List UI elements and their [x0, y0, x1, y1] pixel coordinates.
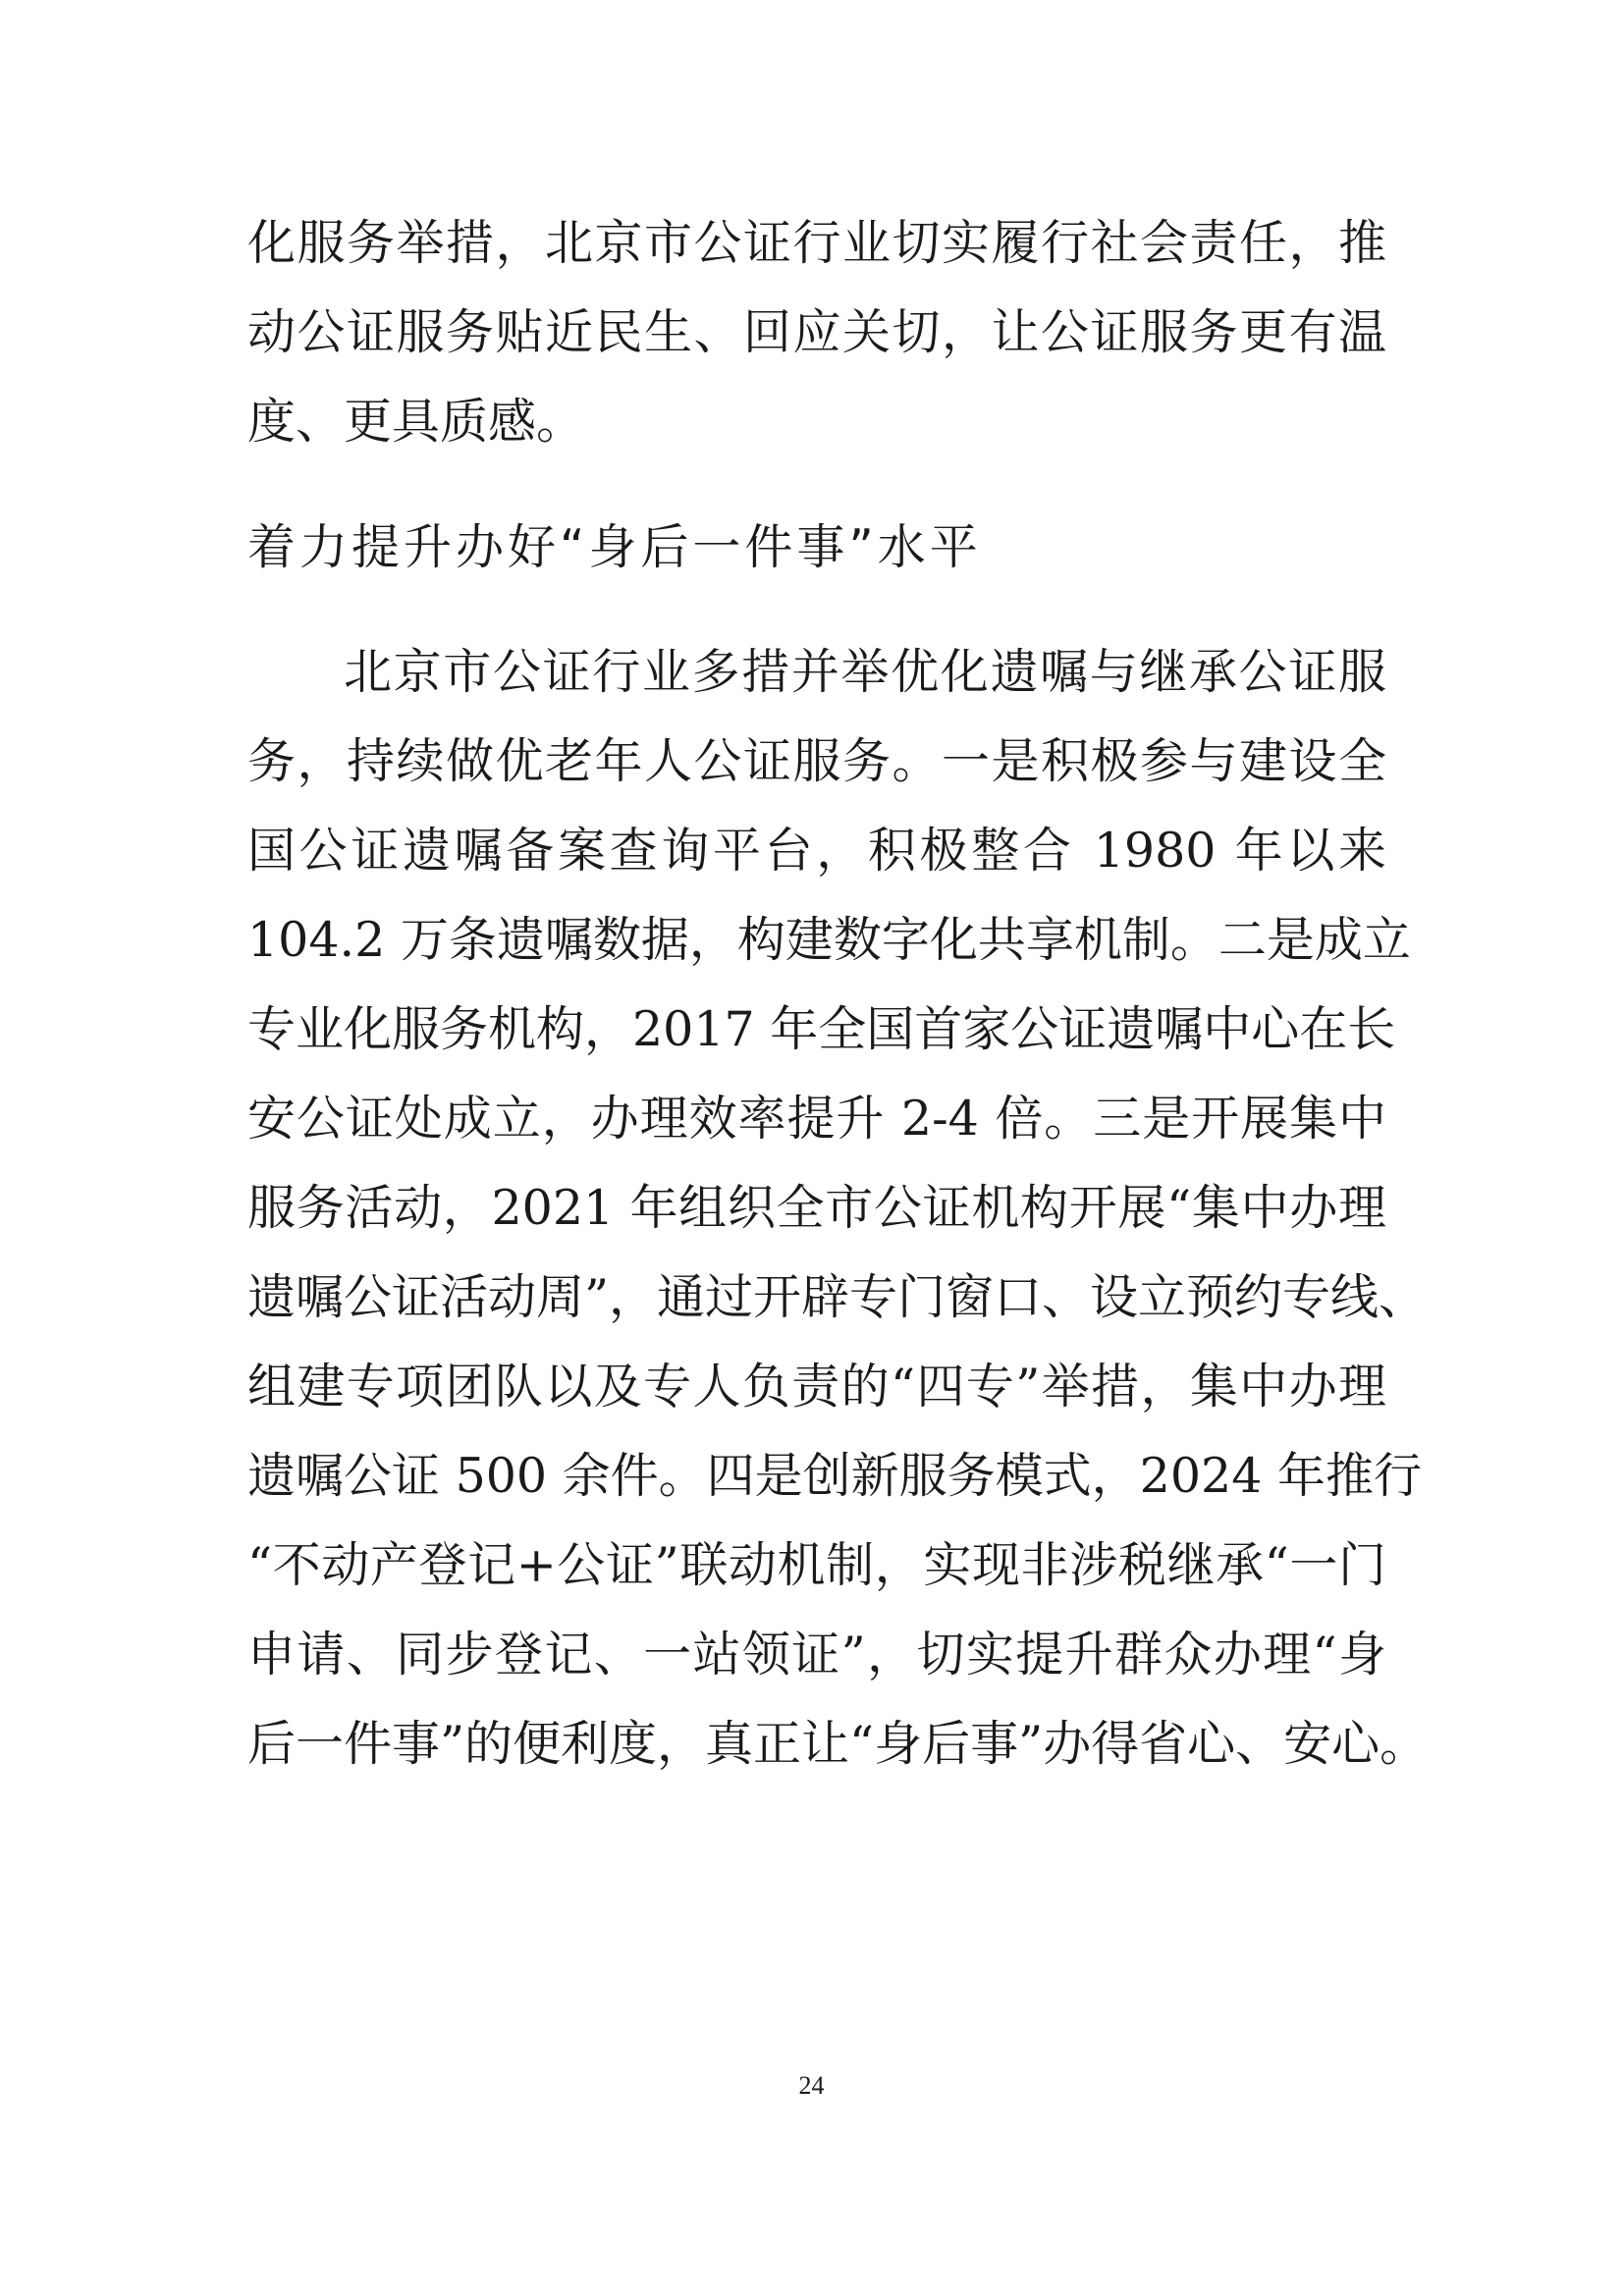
- section-paragraph-line-10: 遗嘱公证 500 余件。四是创新服务模式，2024 年推行: [247, 1448, 1422, 1504]
- section-heading: 着力提升办好“身后一件事”水平: [247, 519, 982, 575]
- section-paragraph-line-5: 专业化服务机构，2017 年全国首家公证遗嘱中心在长: [247, 1001, 1396, 1057]
- section-paragraph-line-11: “不动产登记+公证”联动机制，实现非涉税继承“一门: [247, 1537, 1386, 1593]
- section-paragraph-line-13: 后一件事”的便利度，真正让“身后事”办得省心、安心。: [247, 1716, 1429, 1772]
- intro-paragraph-line-3: 度、更具质感。: [247, 394, 585, 450]
- page-number: 24: [798, 2071, 825, 2100]
- intro-paragraph-line-1: 化服务举措，北京市公证行业切实履行社会责任，推: [247, 215, 1386, 271]
- section-paragraph-line-4: 104.2 万条遗嘱数据，构建数字化共享机制。二是成立: [247, 912, 1411, 968]
- section-paragraph-line-12: 申请、同步登记、一站领证”，切实提升群众办理“身: [247, 1627, 1386, 1682]
- intro-paragraph-line-2: 动公证服务贴近民生、回应关切，让公证服务更有温: [247, 304, 1386, 360]
- section-paragraph-line-2: 务，持续做优老年人公证服务。一是积极参与建设全: [247, 733, 1386, 789]
- section-paragraph-line-8: 遗嘱公证活动周”，通过开辟专门窗口、设立预约专线、: [247, 1269, 1428, 1325]
- section-paragraph-line-1: 北京市公证行业多措并举优化遗嘱与继承公证服: [344, 644, 1386, 700]
- section-paragraph-line-3: 国公证遗嘱备案查询平台，积极整合 1980 年以来: [247, 823, 1386, 879]
- section-paragraph-line-9: 组建专项团队以及专人负责的“四专”举措，集中办理: [247, 1359, 1386, 1415]
- section-paragraph-line-7: 服务活动，2021 年组织全市公证机构开展“集中办理: [247, 1180, 1386, 1236]
- section-paragraph-line-6: 安公证处成立，办理效率提升 2-4 倍。三是开展集中: [247, 1091, 1386, 1147]
